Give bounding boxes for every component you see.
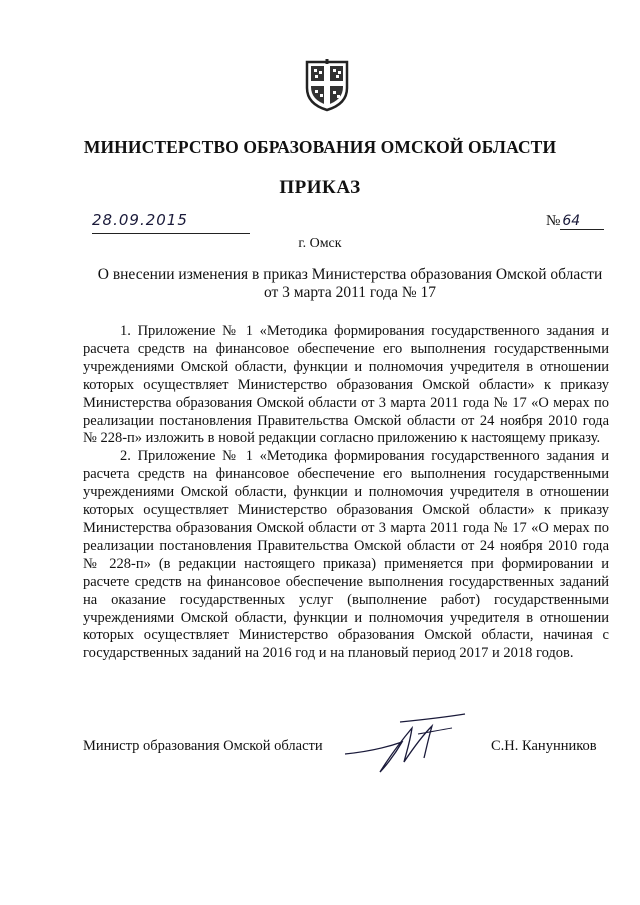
- order-body: [83, 323, 609, 663]
- coat-of-arms-icon: [303, 58, 351, 112]
- city: г. Омск: [298, 236, 342, 251]
- signatory-title: Министр образования Омской области: [83, 738, 323, 754]
- order-date: 28.09.2015: [92, 211, 188, 229]
- order-subject: [90, 266, 610, 302]
- paragraph-1: 1. Приложение № 1 «Методика формирования государственного задания и расчета средств на финансовое обеспечение его выполнения государственными учреждениями Омской области, функции и полномочия учредителя в отношении которых осуществляет Министерство образования Омской области» к приказу Министерства образования Омской области от 3 марта 2011 года № 17 «О мерах по реализации постановления Правительства Омской области от 24 ноября 2010 года № 228-п» изложить в новой редакции согласно приложению к настоящему приказу.: [83, 323, 609, 447]
- signatory-name: С.Н. Канунников: [491, 738, 597, 754]
- subject-line-2: от 3 марта 2011 года № 17: [263, 284, 437, 301]
- order-number-field: [546, 213, 604, 235]
- number-sign: №: [546, 213, 561, 229]
- document-type: ПРИКАЗ: [279, 177, 361, 198]
- order-date-field: [92, 211, 250, 234]
- order-number: 64: [560, 213, 604, 230]
- ministry-name: МИНИСТЕРСТВО ОБРАЗОВАНИЯ ОМСКОЙ ОБЛАСТИ: [83, 137, 557, 157]
- paragraph-2: 2. Приложение № 1 «Методика формирования государственного задания и расчета средств на финансовое обеспечение его выполнения государственными учреждениями Омской области, функции и полномочия учредителя в отношении которых осуществляет Министерство образования Омской области» к приказу Министерства образования Омской области от 3 марта 2011 года № 17 «О мерах по реализации постановления Правительства Омской области от 24 ноября 2010 года № 228-п» (в редакции настоящего приказа) применяется при формировании и расчете средств на финансовое обеспечение выполнения государственных заданий на оказание государственных услуг (выполнение работ) государственными учреждениями Омской области, функции и полномочия учредителя в отношении которых осуществляет Министерство образования Омской области, начиная с государственных заданий на 2016 год и на плановый период 2017 и 2018 годов.: [83, 448, 609, 662]
- subject-line-1: О внесении изменения в приказ Министерства образования Омской области: [97, 266, 603, 283]
- signature-icon: [340, 712, 470, 776]
